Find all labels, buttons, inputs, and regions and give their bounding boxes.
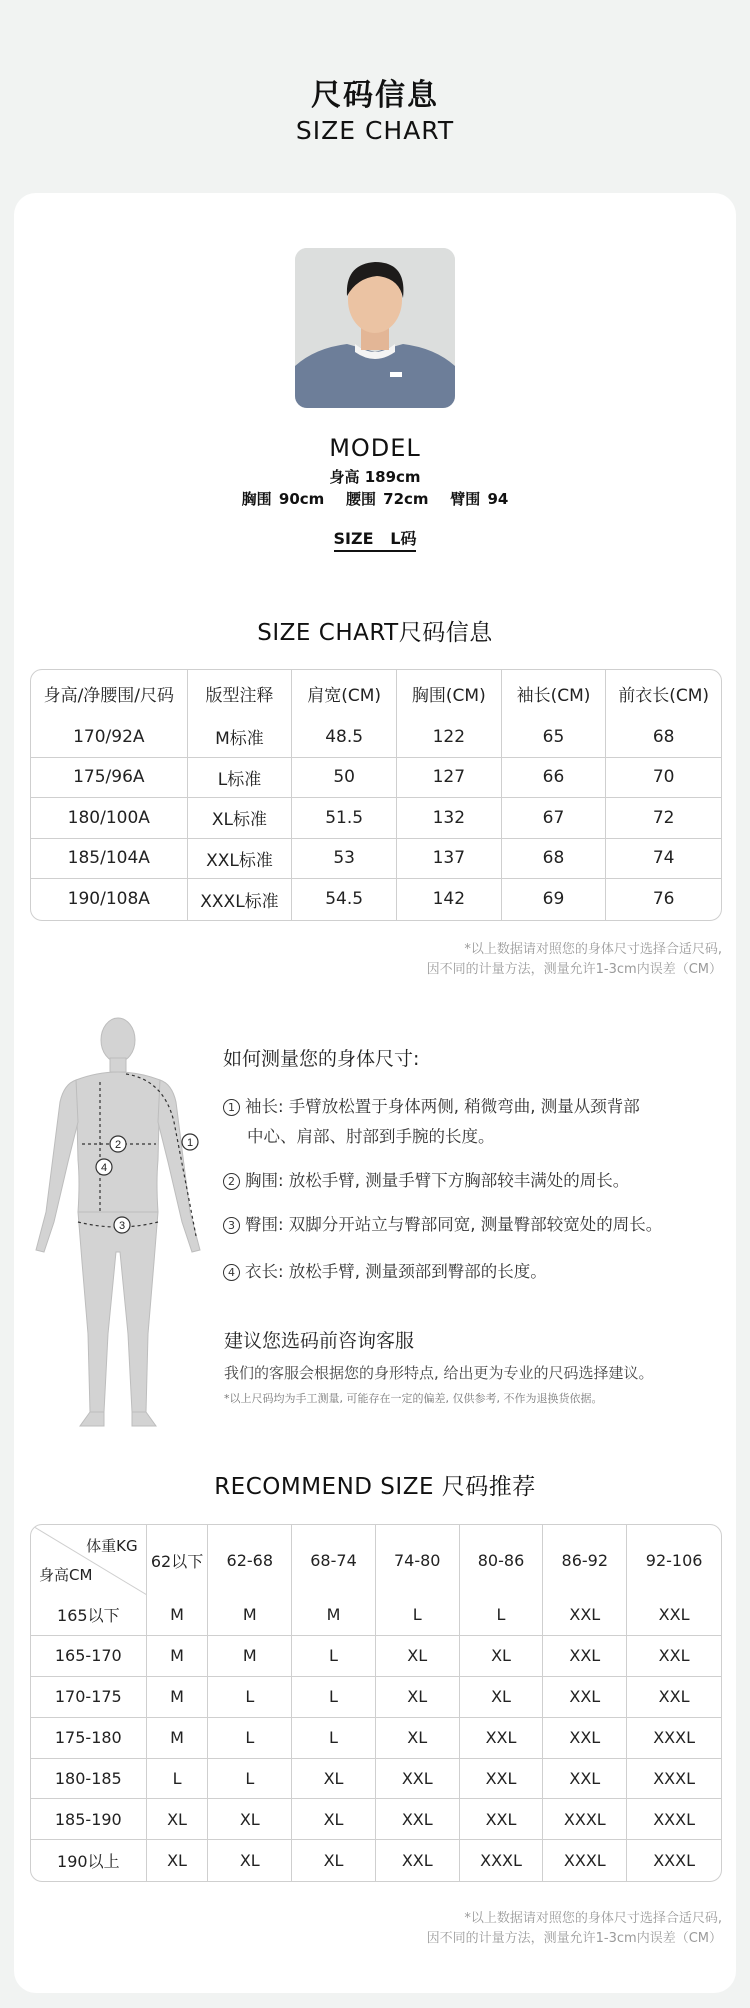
size-chart-row <box>31 839 721 880</box>
size-chart-cell: 137 <box>397 839 502 880</box>
size-chart-cell: 69 <box>502 879 607 920</box>
recommend-row <box>31 1718 721 1759</box>
size-chart-cell: M标准 <box>188 717 293 758</box>
size-chart-header-cell: 版型注释 <box>188 670 293 717</box>
size-chart-header-cell: 袖长(CM) <box>502 670 607 717</box>
size-chart-cell: 50 <box>292 758 397 799</box>
howto-item-sleeve-line2: 中心、肩部、肘部到手腕的长度。 <box>247 1127 495 1146</box>
recommend-note-line1: *以上数据请对照您的身体尺寸选择合适尺码, <box>464 1911 722 1926</box>
recommend-size-cell: L <box>292 1718 376 1759</box>
size-chart-cell: 76 <box>652 889 675 910</box>
size-chart-note-line2: 因不同的计量方法，测量允许1-3cm内误差（CM） <box>426 962 722 977</box>
recommend-size-cell: XXL <box>543 1636 627 1677</box>
size-chart-cell: 132 <box>397 798 502 839</box>
recommend-size-cell: XL <box>460 1636 544 1677</box>
howto-item-chest <box>223 1166 723 1196</box>
size-chart-cell: 185/104A <box>31 839 188 880</box>
size-chart-row <box>31 879 721 920</box>
size-chart-title: SIZE CHART尺码信息 <box>257 620 493 646</box>
recommend-size-cell: XL <box>376 1636 460 1677</box>
size-chart-cell: 54.5 <box>292 879 397 920</box>
advise-disclaimer: *以上尺码均为手工测量, 可能存在一定的偏差, 仅供参考, 不作为退换货依据。 <box>224 1392 603 1405</box>
recommend-row <box>31 1677 721 1718</box>
howto-item-chest-text: 胸围: 放松手臂, 测量手臂下方胸部较丰满处的周长。 <box>245 1171 630 1190</box>
recommend-size-cell: M <box>147 1677 209 1718</box>
recommend-size-cell: XL <box>147 1799 209 1840</box>
recommend-size-cell: L <box>208 1718 292 1759</box>
recommend-height-cell: 180-185 <box>31 1759 147 1800</box>
recommend-size-cell: XXL <box>460 1799 544 1840</box>
size-chart-cell: 127 <box>397 758 502 799</box>
size-chart-cell: XXXL标准 <box>188 879 293 920</box>
size-chart-cell: XL标准 <box>188 798 293 839</box>
howto-item-length <box>223 1257 723 1287</box>
recommend-size-cell: XXL <box>376 1759 460 1800</box>
recommend-size-cell: M <box>147 1595 209 1636</box>
recommend-size-cell: XL <box>147 1840 209 1881</box>
howto-title: 如何测量您的身体尺寸: <box>223 1048 420 1070</box>
recommend-height-cell: 165-170 <box>31 1636 147 1677</box>
size-chart-row <box>31 758 721 799</box>
recommend-note <box>427 1909 722 1949</box>
size-chart-header-cell: 前衣长(CM) <box>618 686 710 706</box>
size-chart-cell: 68 <box>606 717 721 758</box>
model-measurements: 胸围 90cm 腰围 72cm 臂围 94 <box>241 490 509 508</box>
recommend-size-cell: XL <box>292 1759 376 1800</box>
size-chart-cell: 122 <box>397 717 502 758</box>
recommend-size-cell: XL <box>460 1677 544 1718</box>
size-chart-header-cell: 肩宽(CM) <box>292 670 397 717</box>
recommend-size-cell: XXL <box>627 1677 721 1718</box>
size-chart-header-cell: 身高/净腰围/尺码 <box>31 670 188 717</box>
recommend-size-cell: XXXL <box>627 1799 721 1840</box>
recommend-size-cell: XXL <box>627 1636 721 1677</box>
recommend-size-cell: XXL <box>376 1799 460 1840</box>
recommend-size-cell: XXXL <box>460 1840 544 1881</box>
size-chart-cell: 175/96A <box>31 758 188 799</box>
recommend-weight-header: 62-68 <box>208 1525 292 1595</box>
size-chart-header-row <box>31 670 721 717</box>
figure-label-4: 4 <box>100 1162 108 1174</box>
howto-num-4: 4 <box>223 1264 240 1281</box>
recommend-size-cell: M <box>147 1636 209 1677</box>
recommend-size-cell: XXL <box>543 1759 627 1800</box>
recommend-corner-height: 身高CM <box>39 1566 93 1584</box>
size-chart-cell: 65 <box>502 717 607 758</box>
size-chart-table <box>30 669 722 921</box>
model-size-label: SIZE L码 <box>334 529 417 552</box>
recommend-size-cell: L <box>292 1677 376 1718</box>
page-title-en: SIZE CHART <box>295 116 455 145</box>
howto-num-1: 1 <box>223 1099 240 1116</box>
recommend-size-cell: XXL <box>627 1595 721 1636</box>
recommend-height-cell: 190以上 <box>31 1840 147 1881</box>
size-chart-cell: 48.5 <box>292 717 397 758</box>
size-chart-cell: 190/108A <box>31 879 188 920</box>
recommend-size-cell: M <box>208 1595 292 1636</box>
recommend-size-cell: M <box>292 1595 376 1636</box>
recommend-height-cell: 165以下 <box>31 1595 147 1636</box>
recommend-size-cell: XXXL <box>543 1799 627 1840</box>
recommend-row <box>31 1799 721 1840</box>
size-chart-cell: 53 <box>292 839 397 880</box>
size-chart-cell: 72 <box>606 798 721 839</box>
recommend-corner-cell <box>31 1525 147 1595</box>
recommend-note-line2: 因不同的计量方法，测量允许1-3cm内误差（CM） <box>426 1931 722 1946</box>
recommend-weight-header: 80-86 <box>460 1525 544 1595</box>
recommend-size-cell: L <box>208 1677 292 1718</box>
recommend-corner-weight: 体重KG <box>86 1537 138 1555</box>
recommend-table <box>30 1524 722 1882</box>
howto-item-hip-text: 臀围: 双脚分开站立与臀部同宽, 测量臀部较宽处的周长。 <box>245 1215 663 1234</box>
recommend-size-cell: XL <box>376 1677 460 1718</box>
howto-item-hip <box>223 1210 723 1240</box>
recommend-size-cell: XXXL <box>653 1851 695 1871</box>
recommend-size-cell: XXL <box>460 1718 544 1759</box>
recommend-size-cell: XL <box>292 1840 376 1881</box>
size-chart-row <box>31 798 721 839</box>
advise-title: 建议您选码前咨询客服 <box>224 1330 415 1352</box>
recommend-weight-header: 68-74 <box>292 1525 376 1595</box>
recommend-size-cell: XXXL <box>543 1840 627 1881</box>
howto-num-3: 3 <box>223 1217 240 1234</box>
recommend-size-cell: XXL <box>376 1840 460 1881</box>
recommend-size-cell: XXXL <box>627 1718 721 1759</box>
recommend-row <box>31 1759 721 1800</box>
advise-text: 我们的客服会根据您的身形特点, 给出更为专业的尺码选择建议。 <box>224 1364 654 1382</box>
recommend-weight-header: 74-80 <box>376 1525 460 1595</box>
howto-item-sleeve-line1: 袖长: 手臂放松置于身体两侧, 稍微弯曲, 测量从颈背部 <box>245 1097 640 1116</box>
model-photo <box>295 248 455 408</box>
recommend-size-cell: L <box>376 1595 460 1636</box>
figure-label-2: 2 <box>114 1139 122 1151</box>
recommend-size-cell: M <box>147 1718 209 1759</box>
size-chart-cell: 74 <box>606 839 721 880</box>
model-size <box>0 526 750 549</box>
recommend-weight-header: 86-92 <box>543 1525 627 1595</box>
size-chart-cell: 142 <box>397 879 502 920</box>
model-height: 身高 189cm <box>329 468 421 486</box>
recommend-height-cell: 170-175 <box>31 1677 147 1718</box>
size-chart-note <box>427 940 722 980</box>
size-chart-cell: 180/100A <box>31 798 188 839</box>
size-chart-note-line1: *以上数据请对照您的身体尺寸选择合适尺码, <box>464 942 722 957</box>
size-chart-cell: 68 <box>502 839 607 880</box>
size-chart-cell: L标准 <box>188 758 293 799</box>
recommend-size-cell: XXXL <box>627 1759 721 1800</box>
figure-label-1: 1 <box>186 1137 194 1149</box>
recommend-row <box>31 1636 721 1677</box>
recommend-size-cell: XXL <box>543 1595 627 1636</box>
size-chart-cell: 66 <box>502 758 607 799</box>
recommend-size-cell: XXL <box>543 1718 627 1759</box>
figure-label-3: 3 <box>118 1220 126 1232</box>
howto-item-length-text: 衣长: 放松手臂, 测量颈部到臀部的长度。 <box>245 1262 547 1281</box>
recommend-size-cell: XL <box>376 1718 460 1759</box>
page-title-cn: 尺码信息 <box>311 78 439 113</box>
model-title: MODEL <box>329 434 421 462</box>
body-measure-figure <box>24 1012 214 1437</box>
recommend-height-cell: 175-180 <box>31 1718 147 1759</box>
howto-num-2: 2 <box>223 1173 240 1190</box>
size-chart-row <box>31 717 721 758</box>
recommend-size-cell: XXL <box>543 1677 627 1718</box>
recommend-weight-header: 62以下 <box>147 1525 209 1595</box>
recommend-weight-header: 92-106 <box>645 1550 703 1570</box>
size-chart-header-cell: 胸围(CM) <box>397 670 502 717</box>
size-chart-cell: 170/92A <box>31 717 188 758</box>
recommend-size-cell: L <box>208 1759 292 1800</box>
howto-item-sleeve <box>223 1092 723 1152</box>
size-chart-cell: 51.5 <box>292 798 397 839</box>
recommend-header-row <box>31 1525 721 1595</box>
recommend-size-cell: L <box>460 1595 544 1636</box>
size-chart-cell: 67 <box>502 798 607 839</box>
recommend-size-cell: XL <box>292 1799 376 1840</box>
recommend-size-cell: XL <box>208 1840 292 1881</box>
size-chart-cell: 70 <box>606 758 721 799</box>
recommend-title: RECOMMEND SIZE 尺码推荐 <box>214 1474 536 1500</box>
recommend-row <box>31 1840 721 1881</box>
recommend-height-cell: 185-190 <box>31 1799 147 1840</box>
recommend-size-cell: M <box>208 1636 292 1677</box>
size-chart-cell: XXL标准 <box>188 839 293 880</box>
recommend-size-cell: XL <box>208 1799 292 1840</box>
recommend-size-cell: L <box>147 1759 209 1800</box>
recommend-row <box>31 1595 721 1636</box>
recommend-size-cell: L <box>292 1636 376 1677</box>
recommend-size-cell: XXL <box>460 1759 544 1800</box>
